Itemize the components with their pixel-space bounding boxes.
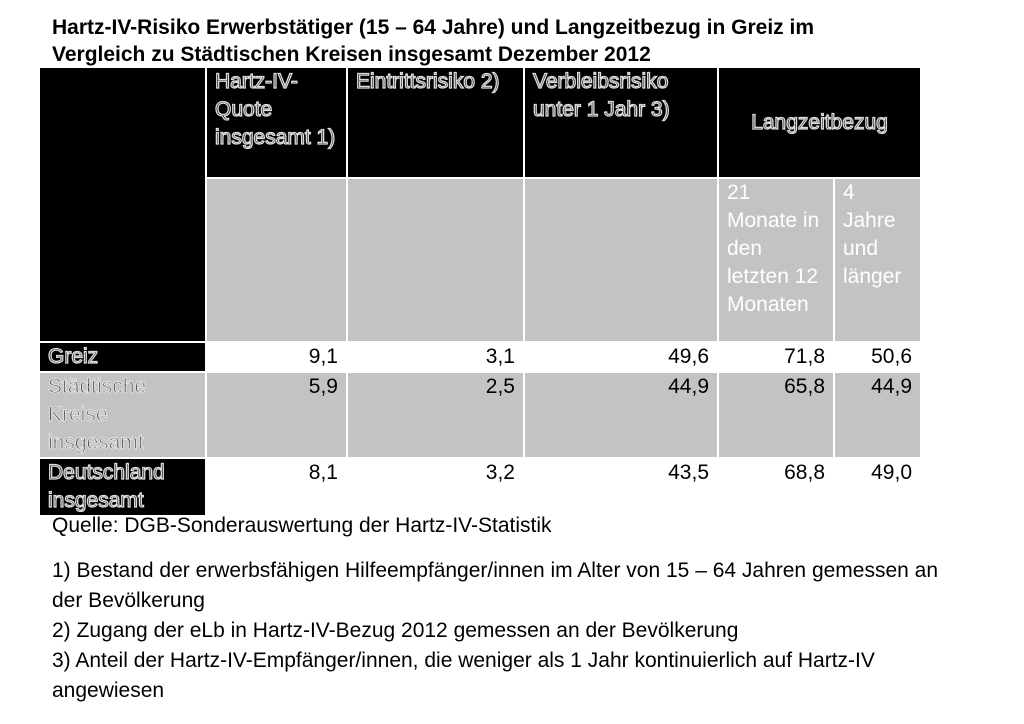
cell-eintritt: 3,1 [347, 342, 524, 372]
cell-21-monate: 65,8 [718, 372, 834, 458]
cell-quote: 8,1 [206, 458, 347, 515]
footnote-2: 2) Zugang der eLb in Hartz-IV-Bezug 2012 gemessen an der Bevölkerung [52, 619, 739, 642]
cell-4-jahre: 49,0 [834, 458, 920, 515]
header-langzeitbezug: Langzeitbezug [718, 68, 920, 178]
table-row [40, 458, 920, 515]
cell-quote: 9,1 [206, 342, 347, 372]
subheader-4-jahre: 4 Jahre und länger [834, 178, 920, 342]
table-header-row [40, 68, 920, 178]
subheader-empty-cell [347, 178, 524, 342]
cell-verbleib: 43,5 [524, 458, 718, 515]
table-row [40, 372, 920, 458]
row-label: Greiz [40, 342, 206, 372]
cell-eintritt: 3,2 [347, 458, 524, 515]
cell-verbleib: 44,9 [524, 372, 718, 458]
cell-4-jahre: 44,9 [834, 372, 920, 458]
title-line-1: Hartz-IV-Risiko Erwerbstätiger (15 – 64 Jahre) und Langzeitbezug in Greiz im [52, 16, 815, 39]
statistics-table [40, 68, 920, 515]
title-line-2: Vergleich zu Städtischen Kreisen insgesamt Dezember 2012 [52, 43, 651, 66]
header-corner-cell [40, 68, 206, 342]
footnote-1: 1) Bestand der erwerbsfähigen Hilfeempfänger/innen im Alter von 15 – 64 Jahren gemessen an der Bevölkerung [52, 559, 939, 612]
row-label: Deutschland insgesamt [40, 458, 206, 515]
document-title [52, 14, 952, 68]
cell-quote: 5,9 [206, 372, 347, 458]
cell-21-monate: 68,8 [718, 458, 834, 515]
subheader-21-monate: 21 Monate in den letzten 12 Monaten [718, 178, 834, 342]
header-verbleibsrisiko: Verbleibsrisiko unter 1 Jahr 3) [524, 68, 718, 178]
cell-eintritt: 2,5 [347, 372, 524, 458]
cell-verbleib: 49,6 [524, 342, 718, 372]
header-quote: Hartz-IV-Quote insgesamt 1) [206, 68, 347, 178]
cell-4-jahre: 50,6 [834, 342, 920, 372]
subheader-empty-cell [206, 178, 347, 342]
header-eintrittsrisiko: Eintrittsrisiko 2) [347, 68, 524, 178]
row-label: Städtische Kreise insgesamt [40, 372, 206, 458]
table-row [40, 342, 920, 372]
subheader-empty-cell [524, 178, 718, 342]
cell-21-monate: 71,8 [718, 342, 834, 372]
footnote-3: 3) Anteil der Hartz-IV-Empfänger/innen, die weniger als 1 Jahr kontinuierlich auf Hartz-IV angewiesen [52, 649, 875, 702]
source-line: Quelle: DGB-Sonderauswertung der Hartz-IV-Statistik [52, 514, 552, 537]
